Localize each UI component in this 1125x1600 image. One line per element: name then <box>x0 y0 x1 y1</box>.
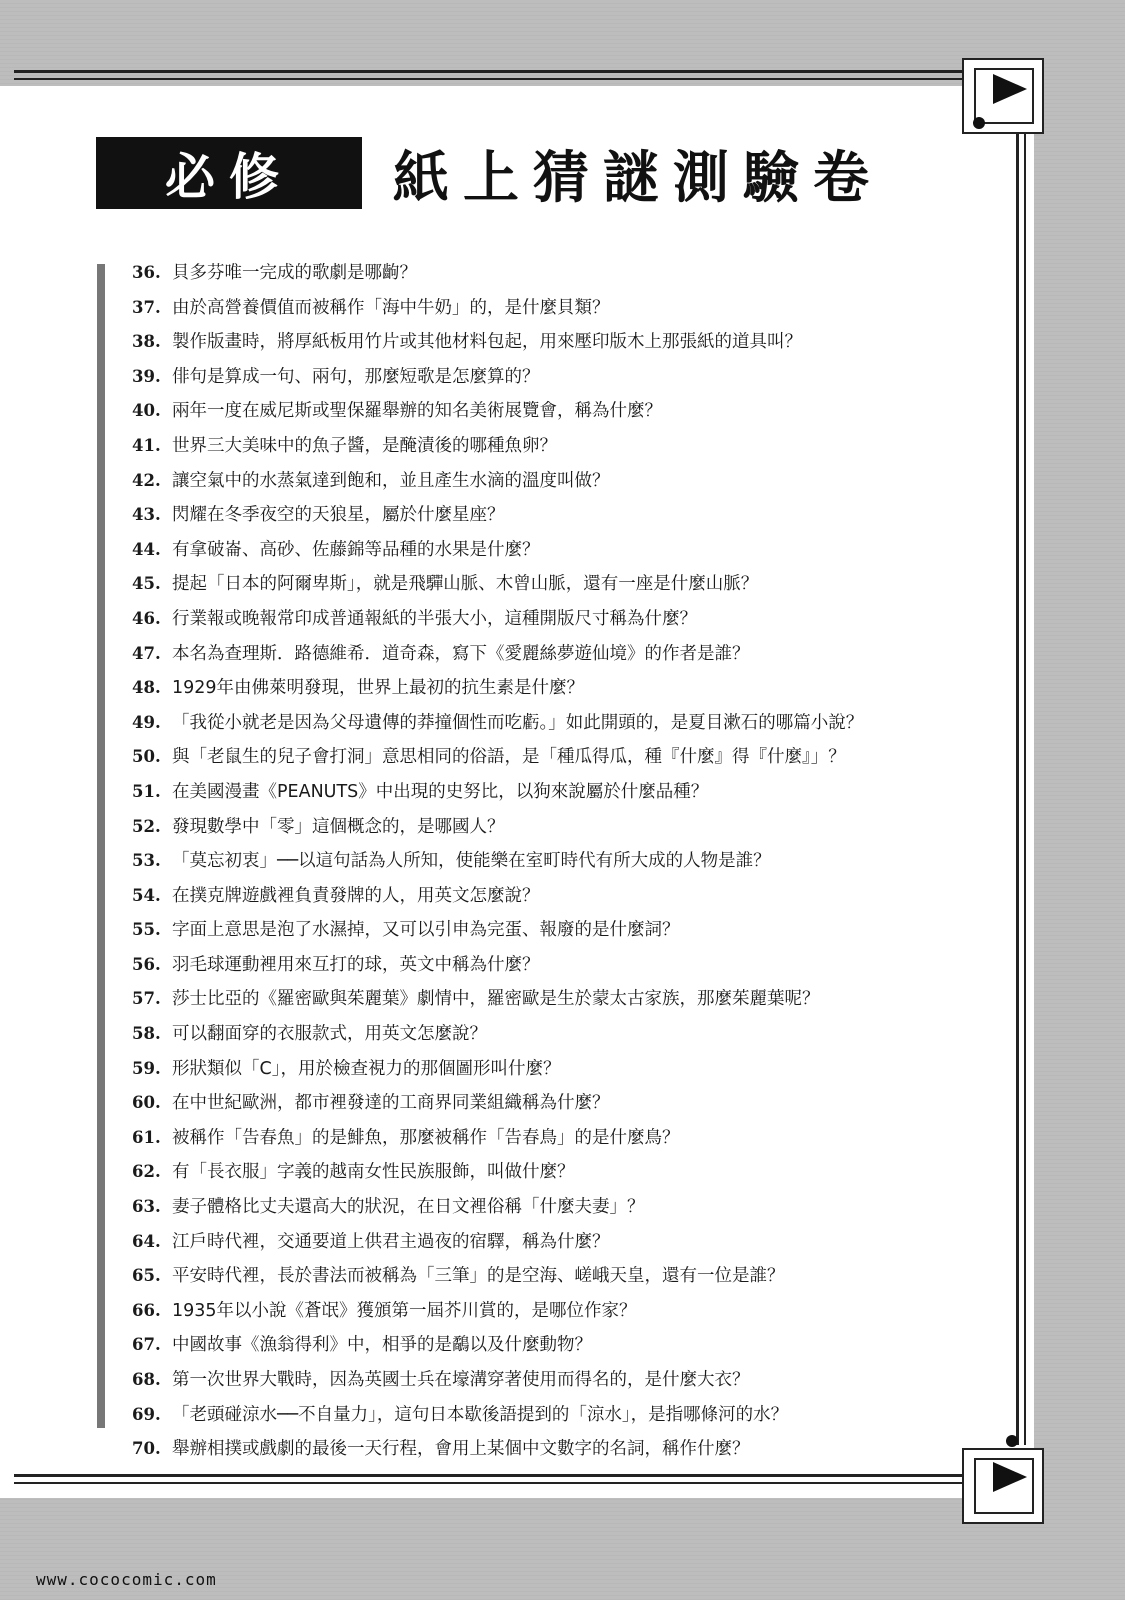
question-item <box>132 1225 1032 1260</box>
question-text: 世界三大美味中的魚子醬，是醃漬後的哪種魚卵？ <box>172 435 557 456</box>
question-number: 65. <box>132 1266 161 1286</box>
question-text: 有「長衣服」字義的越南女性民族服飾，叫做什麼？ <box>172 1162 575 1183</box>
question-text: 發現數學中「零」這個概念的，是哪國人？ <box>172 816 505 837</box>
question-text: 閃耀在冬季夜空的天狼星，屬於什麼星座？ <box>172 505 505 526</box>
question-text: 字面上意思是泡了水濕掉，又可以引申為完蛋、報廢的是什麼詞？ <box>172 920 680 941</box>
question-text: 「我從小就老是因為父母遺傳的莽撞個性而吃虧。」如此開頭的，是夏目漱石的哪篇小說？ <box>172 712 864 733</box>
question-text: 「莫忘初衷」──以這句話為人所知，使能樂在室町時代有所大成的人物是誰？ <box>172 851 771 872</box>
bottom-frame-line <box>14 1474 964 1477</box>
question-number: 54. <box>132 885 161 905</box>
question-item <box>132 498 1032 533</box>
question-item <box>132 1328 1032 1363</box>
question-item <box>132 948 1032 983</box>
question-item <box>132 671 1032 706</box>
question-number: 55. <box>132 920 161 940</box>
badge-label: 必修 <box>165 147 293 206</box>
question-number: 41. <box>132 435 161 455</box>
question-text: 中國故事《漁翁得利》中，相爭的是鷸以及什麼動物？ <box>172 1335 592 1356</box>
question-text: 兩年一度在威尼斯或聖保羅舉辦的知名美術展覽會，稱為什麼？ <box>172 401 662 422</box>
question-item <box>132 325 1032 360</box>
question-number: 43. <box>132 505 161 525</box>
question-item <box>132 740 1032 775</box>
bottom-frame-line-inner <box>14 1482 964 1484</box>
question-item <box>132 706 1032 741</box>
watermark: www.cococomic.com <box>36 1570 217 1589</box>
question-item <box>132 1052 1032 1087</box>
question-item <box>132 429 1032 464</box>
question-number: 68. <box>132 1370 161 1389</box>
question-item <box>132 810 1032 845</box>
question-number: 45. <box>132 574 161 594</box>
question-item <box>132 1432 1032 1467</box>
question-text: 讓空氣中的水蒸氣達到飽和，並且產生水滴的溫度叫做？ <box>172 470 610 491</box>
question-number: 37. <box>132 297 161 317</box>
question-number: 46. <box>132 608 161 628</box>
question-number: 40. <box>132 401 161 421</box>
question-text: 平安時代裡，長於書法而被稱為「三筆」的是空海、嵯峨天皇，還有一位是誰？ <box>172 1266 785 1287</box>
question-number: 38. <box>132 332 161 352</box>
question-number: 70. <box>132 1439 161 1459</box>
question-text: 在中世紀歐洲，都市裡發達的工商界同業組織稱為什麼？ <box>172 1093 610 1114</box>
question-number: 59. <box>132 1058 161 1078</box>
ornament-dot-top <box>973 117 985 129</box>
question-text: 本名為查理斯．路德維希．道奇森，寫下《愛麗絲夢遊仙境》的作者是誰？ <box>172 643 750 664</box>
question-text: 莎士比亞的《羅密歐與茱麗葉》劇情中，羅密歐是生於蒙太古家族，那麼茱麗葉呢？ <box>172 989 820 1010</box>
question-number: 39. <box>132 366 161 386</box>
question-item <box>132 533 1032 568</box>
question-number: 67. <box>132 1335 161 1355</box>
question-item <box>132 464 1032 499</box>
question-item <box>132 879 1032 914</box>
question-number: 51. <box>132 781 161 801</box>
question-number: 69. <box>132 1404 161 1424</box>
question-item <box>132 1121 1032 1156</box>
question-text: 形狀類似「C」，用於檢查視力的那個圖形叫什麼？ <box>172 1058 561 1079</box>
question-number: 53. <box>132 851 161 871</box>
question-number: 47. <box>132 643 161 663</box>
question-text: 可以翻面穿的衣服款式，用英文怎麼說？ <box>172 1024 487 1045</box>
question-item <box>132 1363 1032 1398</box>
question-item <box>132 1155 1032 1190</box>
page-title: 紙上猜謎測驗卷 <box>393 145 883 211</box>
badge-required <box>96 137 362 209</box>
question-number: 42. <box>132 470 161 490</box>
question-text: 羽毛球運動裡用來互打的球，英文中稱為什麼？ <box>172 954 540 975</box>
question-item <box>132 637 1032 672</box>
question-number: 49. <box>132 712 161 732</box>
question-number: 58. <box>132 1024 161 1044</box>
question-text: 舉辦相撲或戲劇的最後一天行程，會用上某個中文數字的名詞，稱作什麼？ <box>172 1439 750 1460</box>
question-item <box>132 1190 1032 1225</box>
question-text: 由於高營養價值而被稱作「海中牛奶」的，是什麼貝類？ <box>172 297 610 318</box>
top-frame-line-inner <box>14 78 964 80</box>
question-item <box>132 567 1032 602</box>
question-number: 64. <box>132 1231 161 1251</box>
question-text: 製作版畫時，將厚紙板用竹片或其他材料包起，用來壓印版木上那張紙的道具叫？ <box>172 332 802 353</box>
question-item <box>132 844 1032 879</box>
question-number: 52. <box>132 816 161 836</box>
question-number: 60. <box>132 1093 161 1113</box>
question-text: 1935年以小說《蒼氓》獲頒第一屆芥川賞的，是哪位作家？ <box>172 1300 637 1321</box>
question-number: 62. <box>132 1162 161 1182</box>
question-text: 提起「日本的阿爾卑斯」，就是飛驒山脈、木曾山脈，還有一座是什麼山脈？ <box>172 574 759 595</box>
question-item <box>132 360 1032 395</box>
question-text: 俳句是算成一句、兩句，那麼短歌是怎麼算的？ <box>172 366 540 387</box>
question-number: 66. <box>132 1300 161 1320</box>
left-accent-bar <box>97 264 105 1428</box>
question-text: 「老頭碰涼水──不自量力」，這句日本歇後語提到的「涼水」，是指哪條河的水？ <box>172 1404 789 1425</box>
question-item <box>132 256 1032 291</box>
question-text: 行業報或晚報常印成普通報紙的半張大小，這種開版尺寸稱為什麼？ <box>172 608 697 629</box>
question-number: 57. <box>132 989 161 1009</box>
question-number: 50. <box>132 747 161 767</box>
question-text: 有拿破崙、高砂、佐藤錦等品種的水果是什麼？ <box>172 539 540 560</box>
question-item <box>132 602 1032 637</box>
question-number: 63. <box>132 1197 161 1217</box>
question-text: 被稱作「告春魚」的是鯡魚，那麼被稱作「告春鳥」的是什麼鳥？ <box>172 1127 680 1148</box>
question-item <box>132 1017 1032 1052</box>
question-text: 在美國漫畫《PEANUTS》中出現的史努比，以狗來說屬於什麼品種？ <box>172 781 709 802</box>
question-item <box>132 291 1032 326</box>
question-item <box>132 982 1032 1017</box>
question-text: 第一次世界大戰時，因為英國士兵在壕溝穿著使用而得名的，是什麼大衣？ <box>172 1370 750 1390</box>
question-number: 56. <box>132 954 161 974</box>
question-number: 48. <box>132 678 161 698</box>
question-number: 44. <box>132 539 161 559</box>
question-item <box>132 1294 1032 1329</box>
question-text: 妻子體格比丈夫還高大的狀況，在日文裡俗稱「什麼夫妻」？ <box>172 1197 645 1218</box>
question-item <box>132 1259 1032 1294</box>
top-frame-line <box>14 70 964 73</box>
question-text: 在撲克牌遊戲裡負責發牌的人，用英文怎麼說？ <box>172 885 540 906</box>
question-number: 61. <box>132 1127 161 1147</box>
question-text: 江戶時代裡，交通要道上供君主過夜的宿驛，稱為什麼？ <box>172 1231 610 1252</box>
question-text: 貝多芬唯一完成的歌劇是哪齣？ <box>172 263 417 283</box>
question-item <box>132 1086 1032 1121</box>
question-item <box>132 394 1032 429</box>
question-item <box>132 913 1032 948</box>
arrow-top-icon <box>993 74 1027 104</box>
question-list <box>132 256 1032 1467</box>
question-number: 36. <box>132 263 161 282</box>
question-text: 1929年由佛萊明發現，世界上最初的抗生素是什麼？ <box>172 678 585 699</box>
question-item <box>132 775 1032 810</box>
question-text: 與「老鼠生的兒子會打洞」意思相同的俗語，是「種瓜得瓜，種『什麼』得『什麼』」？ <box>172 747 846 768</box>
question-item <box>132 1398 1032 1433</box>
